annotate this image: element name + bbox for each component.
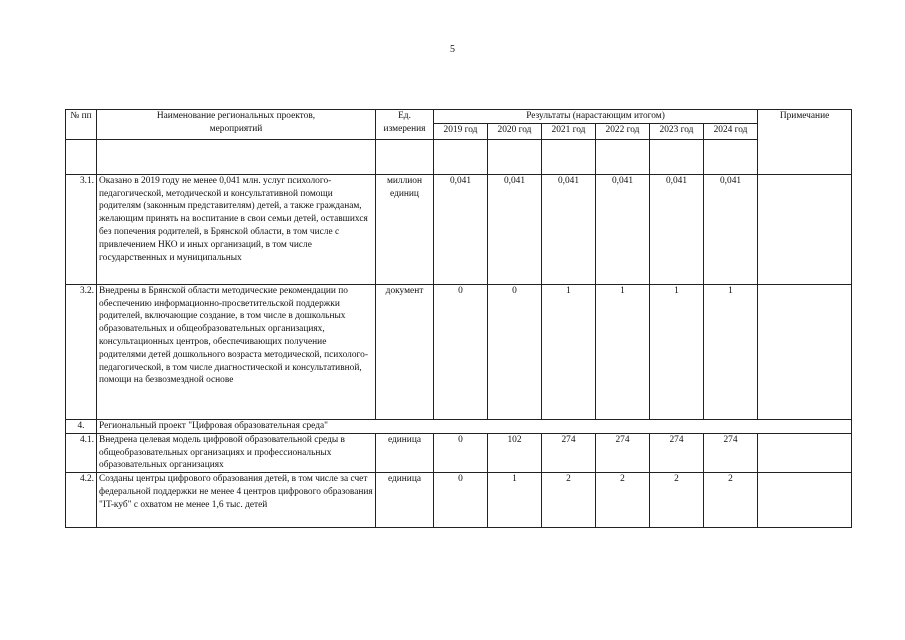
header-spacer bbox=[97, 139, 376, 174]
row-note bbox=[758, 174, 852, 284]
section-row bbox=[66, 419, 852, 433]
table-row bbox=[66, 473, 852, 528]
section-num: 4. bbox=[66, 419, 97, 433]
header-unit bbox=[376, 110, 434, 140]
row-value: 0,041 bbox=[704, 174, 758, 284]
row-value: 0,041 bbox=[488, 174, 542, 284]
row-value: 0 bbox=[434, 284, 488, 419]
header-spacer bbox=[596, 139, 650, 174]
row-name: Оказано в 2019 году не менее 0,041 млн. услуг психолого-педагогической, методической и консультативной помощи родителям (законным представителям) детей, а также гражданам, желающим принять на воспитание в свои семьи детей, оставшихся без попечения родителей, в Брянской области, в том числе с привлечением НКО и иных организаций, в том числе государственных и муниципальных bbox=[97, 174, 376, 284]
header-spacer bbox=[488, 139, 542, 174]
row-value: 0,041 bbox=[596, 174, 650, 284]
row-value: 1 bbox=[596, 284, 650, 419]
row-value: 274 bbox=[596, 433, 650, 472]
header-name-line1: Наименование региональных проектов, bbox=[156, 111, 316, 121]
header-year: 2022 год bbox=[596, 123, 650, 139]
header-spacer bbox=[704, 139, 758, 174]
row-unit: единица bbox=[376, 473, 434, 528]
row-value: 0,041 bbox=[434, 174, 488, 284]
row-num: 3.2. bbox=[66, 284, 97, 419]
header-note: Примечание bbox=[758, 110, 852, 175]
header-spacer bbox=[434, 139, 488, 174]
row-value: 274 bbox=[650, 433, 704, 472]
header-num: № пп bbox=[66, 110, 97, 140]
row-value: 274 bbox=[542, 433, 596, 472]
table-row bbox=[66, 284, 852, 419]
header-results: Результаты (нарастающим итогом) bbox=[434, 110, 758, 124]
row-value: 0 bbox=[488, 284, 542, 419]
row-value: 1 bbox=[704, 284, 758, 419]
header-year: 2019 год bbox=[434, 123, 488, 139]
header-spacer bbox=[542, 139, 596, 174]
header-year: 2023 год bbox=[650, 123, 704, 139]
row-num: 3.1. bbox=[66, 174, 97, 284]
header-year: 2021 год bbox=[542, 123, 596, 139]
row-num: 4.1. bbox=[66, 433, 97, 472]
row-note bbox=[758, 433, 852, 472]
header-unit-line2: измерения bbox=[383, 123, 426, 134]
header-year: 2020 год bbox=[488, 123, 542, 139]
row-name: Внедрены в Брянской области методические рекомендации по обеспечению информационно-просветительской поддержки родителей, включающие создание, в том числе в дошкольных образовательных и общеобразовательных организациях, консультационных центров, обеспечивающих получение родителями детей дошкольного возраста методической, психолого-педагогической, в том числе диагностической и консультативной, помощи на безвозмездной основе bbox=[97, 284, 376, 419]
row-value: 2 bbox=[704, 473, 758, 528]
row-value: 2 bbox=[596, 473, 650, 528]
row-value: 2 bbox=[542, 473, 596, 528]
row-value: 1 bbox=[542, 284, 596, 419]
row-note bbox=[758, 473, 852, 528]
row-value: 274 bbox=[704, 433, 758, 472]
header-spacer bbox=[376, 139, 434, 174]
header-unit-line1: Ед. bbox=[398, 111, 411, 121]
row-unit: единица bbox=[376, 433, 434, 472]
row-name: Созданы центры цифрового образования детей, в том числе за счет федеральной поддержки не менее 4 центров цифрового образования "IT-куб" с охватом не менее 1,6 тыс. детей bbox=[97, 473, 376, 528]
header-name bbox=[97, 110, 376, 140]
row-unit: миллион единиц bbox=[376, 174, 434, 284]
section-title: Региональный проект "Цифровая образовательная среда" bbox=[97, 419, 852, 433]
header-spacer bbox=[66, 139, 97, 174]
row-value: 2 bbox=[650, 473, 704, 528]
row-value: 1 bbox=[488, 473, 542, 528]
table-row bbox=[66, 433, 852, 472]
results-table bbox=[65, 109, 852, 528]
row-value: 1 bbox=[650, 284, 704, 419]
row-note bbox=[758, 284, 852, 419]
header-year: 2024 год bbox=[704, 123, 758, 139]
row-num: 4.2. bbox=[66, 473, 97, 528]
row-value: 102 bbox=[488, 433, 542, 472]
row-value: 0 bbox=[434, 433, 488, 472]
row-unit: документ bbox=[376, 284, 434, 419]
page-number: 5 bbox=[450, 44, 455, 55]
header-name-line2: мероприятий bbox=[209, 123, 263, 134]
row-value: 0,041 bbox=[650, 174, 704, 284]
row-value: 0,041 bbox=[542, 174, 596, 284]
header-spacer bbox=[650, 139, 704, 174]
row-name: Внедрена целевая модель цифровой образовательной среды в общеобразовательных организациях и профессиональных образовательных организациях bbox=[97, 433, 376, 472]
row-value: 0 bbox=[434, 473, 488, 528]
table-row bbox=[66, 174, 852, 284]
